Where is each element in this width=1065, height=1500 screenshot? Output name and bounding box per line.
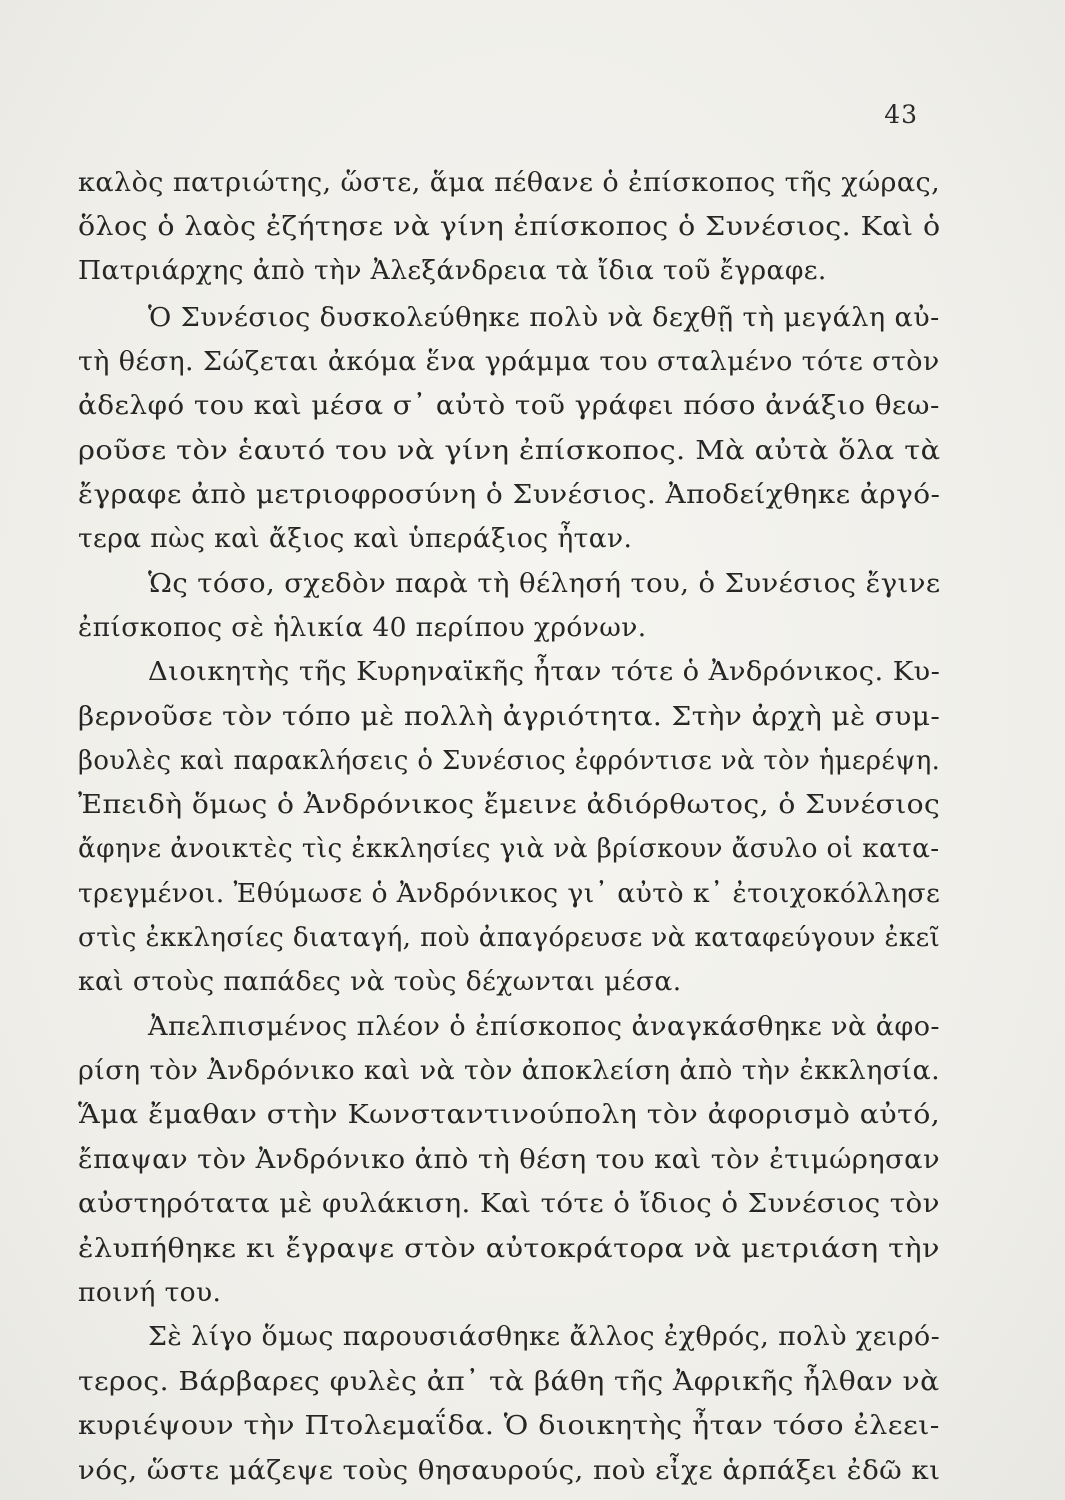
text-line: βερνοῦσε τὸν τόπο μὲ πολλὴ ἀγριότητα. Στὴν ἀρχὴ μὲ συμ-: [78, 701, 941, 732]
text-line: ἐπίσκοπος σὲ ἡλικία 40 περίπου χρόνων.: [78, 612, 647, 643]
text-line: ἀδελφό του καὶ μέσα σ᾽ αὐτὸ τοῦ γράφει πόσο ἀνάξιο θεω-: [78, 390, 940, 421]
text-line: ἐλυπήθηκε κι ἔγραψε στὸν αὐτοκράτορα νὰ μετριάση τὴν: [78, 1233, 940, 1264]
text-line: Ἀπελπισμένος πλέον ὁ ἐπίσκοπος ἀναγκάσθηκε νὰ ἀφο-: [148, 1011, 940, 1042]
text-line: καὶ στοὺς παπάδες νὰ τοὺς δέχωνται μέσα.: [78, 966, 682, 997]
text-line: Πατριάρχης ἀπὸ τὴν Ἀλεξάνδρεια τὰ ἴδια τοῦ ἔγραφε.: [78, 255, 827, 286]
text-line: νός, ὥστε μάζεψε τοὺς θησαυρούς, ποὺ εἶχε ἁρπάξει ἐδῶ κι: [78, 1455, 941, 1486]
text-line: τερα πὼς καὶ ἄξιος καὶ ὑπεράξιος ἦταν.: [78, 523, 633, 554]
text-line: Ἅμα ἔμαθαν στὴν Κωνσταντινούπολη τὸν ἀφορισμὸ αὐτό,: [78, 1099, 941, 1130]
page-number: 43: [884, 100, 918, 129]
text-line: ὅλος ὁ λαὸς ἐζήτησε νὰ γίνη ἐπίσκοπος ὁ Συνέσιος. Καὶ ὁ: [78, 211, 941, 242]
text-line: Ὡς τόσο, σχεδὸν παρὰ τὴ θέλησή του, ὁ Συνέσιος ἔγινε: [148, 568, 941, 599]
text-line: καλὸς πατριώτης, ὥστε, ἅμα πέθανε ὁ ἐπίσκοπος τῆς χώρας,: [78, 167, 941, 198]
text-line: ἔγραφε ἀπὸ μετριοφροσύνη ὁ Συνέσιος. Ἀποδείχθηκε ἀργό-: [78, 479, 941, 510]
text-line: κυριέψουν τὴν Πτολεμαΐδα. Ὁ διοικητὴς ἦταν τόσο ἐλεει-: [78, 1410, 940, 1441]
text-line: ἄφηνε ἀνοικτὲς τὶς ἐκκλησίες γιὰ νὰ βρίσκουν ἄσυλο οἱ κατα-: [78, 833, 940, 864]
text-line: στὶς ἐκκλησίες διαταγή, ποὺ ἀπαγόρευσε νὰ καταφεύγουν ἐκεῖ: [78, 922, 941, 953]
text-line: Ὁ Συνέσιος δυσκολεύθηκε πολὺ νὰ δεχθῇ τὴ μεγάλη αὐ-: [148, 302, 940, 333]
text-line: Σὲ λίγο ὅμως παρουσιάσθηκε ἄλλος ἐχθρός, πολὺ χειρό-: [148, 1321, 941, 1352]
text-line: ροῦσε τὸν ἑαυτό του νὰ γίνη ἐπίσκοπος. Μὰ αὐτὰ ὅλα τὰ: [78, 435, 941, 466]
text-line: τερος. Βάρβαρες φυλὲς ἀπ᾽ τὰ βάθη τῆς Ἀφρικῆς ἦλθαν νὰ: [78, 1366, 940, 1397]
text-line: αὐστηρότατα μὲ φυλάκιση. Καὶ τότε ὁ ἴδιος ὁ Συνέσιος τὸν: [78, 1188, 940, 1219]
text-line: ρίση τὸν Ἀνδρόνικο καὶ νὰ τὸν ἀποκλείση ἀπὸ τὴν ἐκκλησία.: [78, 1055, 941, 1086]
text-line: ἔπαψαν τὸν Ἀνδρόνικο ἀπὸ τὴ θέση του καὶ τὸν ἐτιμώρησαν: [78, 1144, 941, 1175]
text-line: Ἐπειδὴ ὅμως ὁ Ἀνδρόνικος ἔμεινε ἀδιόρθωτος, ὁ Συνέσιος: [78, 789, 941, 820]
text-line: βουλὲς καὶ παρακλήσεις ὁ Συνέσιος ἐφρόντισε νὰ τὸν ἡμερέψη.: [78, 745, 941, 776]
text-line: τὴ θέση. Σώζεται ἀκόμα ἕνα γράμμα του σταλμένο τότε στὸν: [78, 346, 940, 377]
text-line: ποινή του.: [78, 1277, 222, 1308]
text-line: τρεγμένοι. Ἐθύμωσε ὁ Ἀνδρόνικος γι᾽ αὐτὸ κ᾽ ἐτοιχοκόλλησε: [78, 878, 941, 909]
text-line: Διοικητὴς τῆς Κυρηναϊκῆς ἦταν τότε ὁ Ἀνδρόνικος. Κυ-: [148, 656, 941, 687]
